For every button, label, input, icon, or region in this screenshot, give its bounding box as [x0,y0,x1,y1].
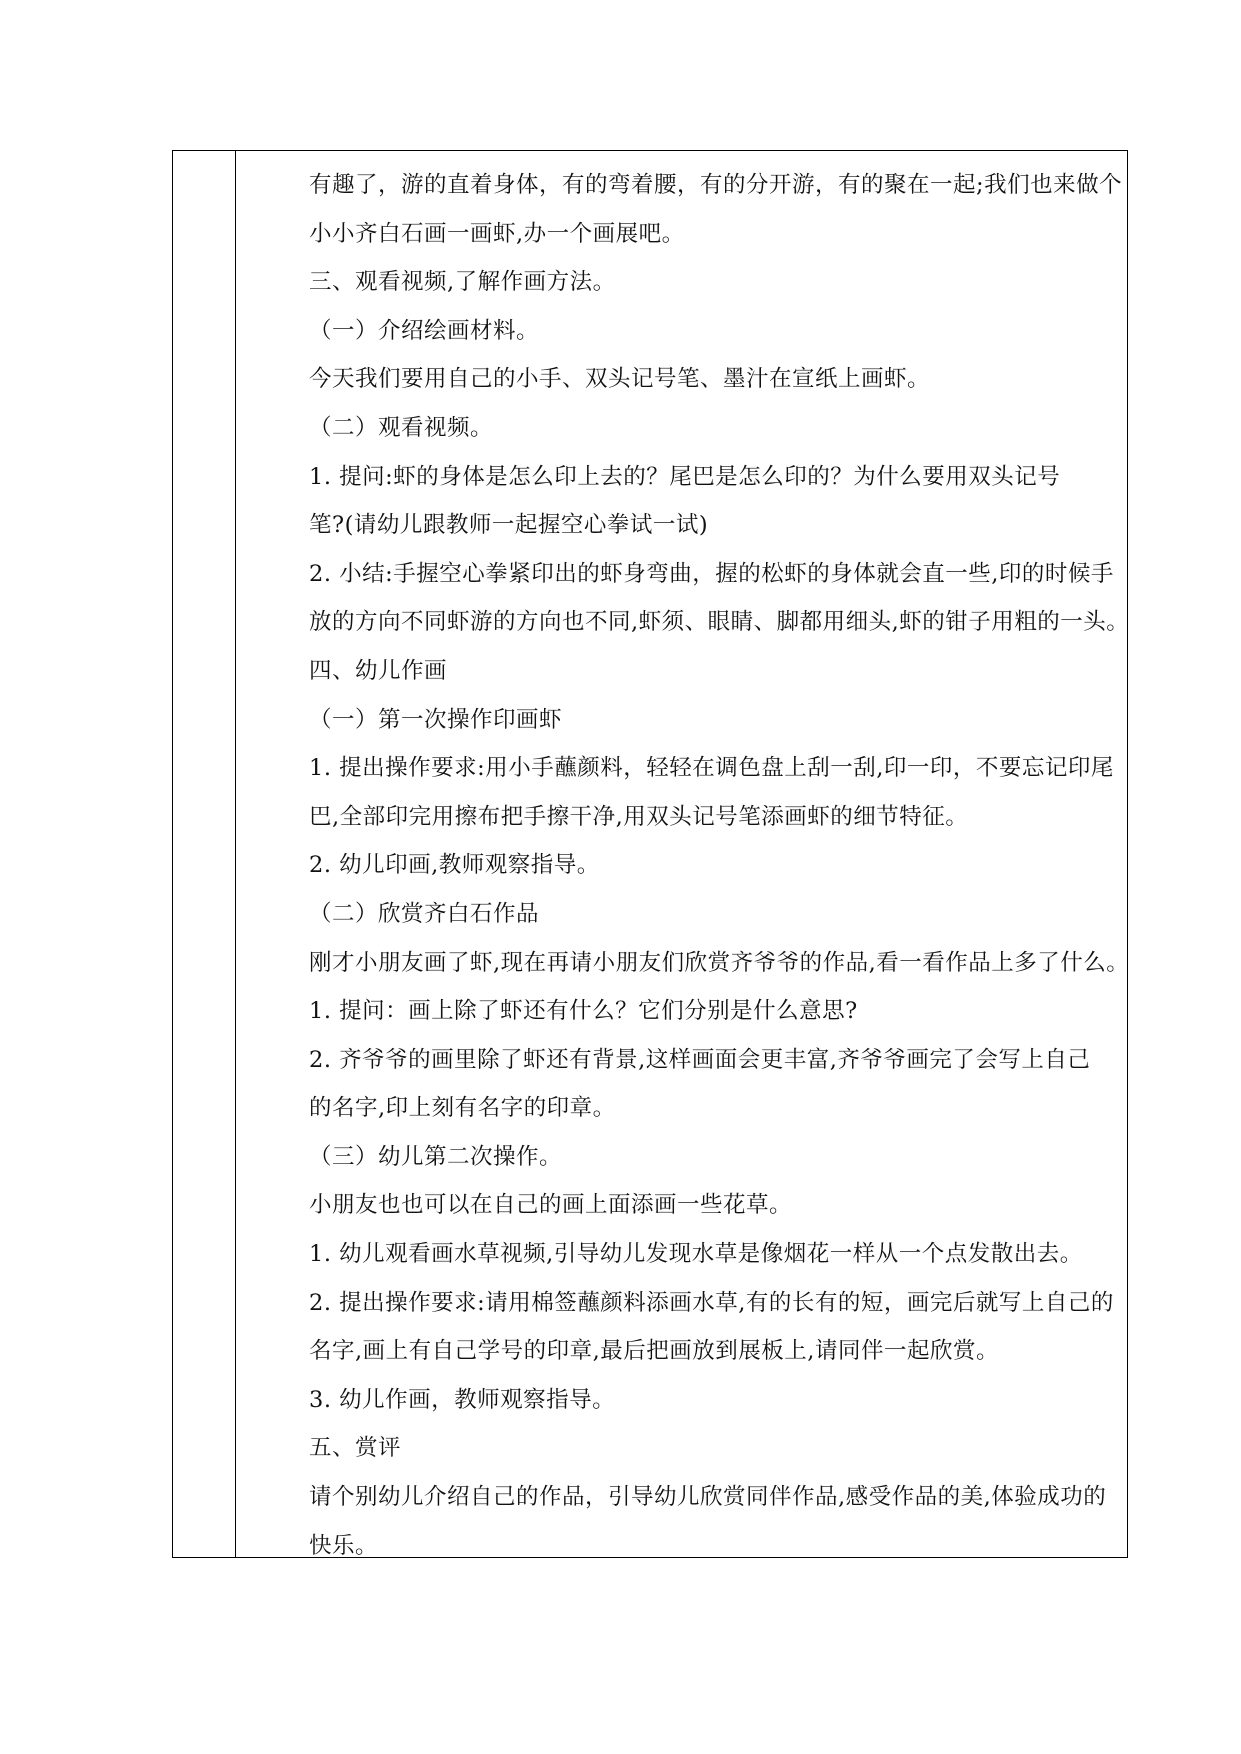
text-line: 的名字,印上刻有名字的印章。 [309,1095,616,1122]
subsection-heading: （二）观看视频。 [309,414,494,441]
section-heading: 四、幼儿作画 [309,657,448,684]
document-table [172,150,1128,1558]
text-line: 2. 小结:手握空心拳紧印出的虾身弯曲，握的松虾的身体就会直一些,印的时候手 [309,560,1114,587]
text-line: 1. 提出操作要求:用小手蘸颜料，轻轻在调色盘上刮一刮,印一印，不要忘记印尾 [309,755,1114,782]
text-line: 请个别幼儿介绍自己的作品，引导幼儿欣赏同伴作品,感受作品的美,体验成功的 [309,1484,1107,1511]
text-line: 1. 幼儿观看画水草视频,引导幼儿发现水草是像烟花一样从一个点发散出去。 [309,1241,1083,1268]
subsection-heading: （一）介绍绘画材料。 [309,317,540,344]
text-line: 今天我们要用自己的小手、双头记号笔、墨汁在宣纸上画虾。 [309,366,931,393]
subsection-heading: （一）第一次操作印画虾 [309,706,563,733]
section-heading: 三、观看视频,了解作画方法。 [309,269,616,296]
section-heading: 五、赏评 [309,1435,402,1462]
text-line: 2. 提出操作要求:请用棉签蘸颜料添画水草,有的长有的短，画完后就写上自己的 [309,1289,1114,1316]
text-line: 名字,画上有自己学号的印章,最后把画放到展板上,请同伴一起欣赏。 [309,1338,999,1365]
table-left-cell [173,151,236,1557]
lesson-text [309,161,1130,1570]
text-line: 笔?(请幼儿跟教师一起握空心拳试一试) [309,512,709,539]
subsection-heading: （三）幼儿第二次操作。 [309,1143,563,1170]
text-line: 3. 幼儿作画，教师观察指导。 [309,1386,616,1413]
text-line: 快乐。 [309,1532,379,1559]
table-content-cell [236,151,1130,1559]
text-line: 刚才小朋友画了虾,现在再请小朋友们欣赏齐爷爷的作品,看一看作品上多了什么。 [309,949,1130,976]
subsection-heading: （二）欣赏齐白石作品 [309,900,540,927]
text-line: 1. 提问:虾的身体是怎么印上去的？尾巴是怎么印的？为什么要用双头记号 [309,463,1061,490]
text-line: 巴,全部印完用擦布把手擦干净,用双头记号笔添画虾的细节特征。 [309,803,969,830]
text-line: 2. 齐爷爷的画里除了虾还有背景,这样画面会更丰富,齐爷爷画完了会写上自己 [309,1046,1091,1073]
text-line: 小朋友也也可以在自己的画上面添画一些花草。 [309,1192,793,1219]
text-line: 放的方向不同虾游的方向也不同,虾须、眼睛、脚都用细头,虾的钳子用粗的一头。 [309,609,1130,636]
text-line: 2. 幼儿印画,教师观察指导。 [309,852,600,879]
text-line: 1. 提问：画上除了虾还有什么？它们分别是什么意思? [309,998,858,1025]
text-line: 小小齐白石画一画虾,办一个画展吧。 [309,220,685,247]
text-line: 有趣了，游的直着身体，有的弯着腰，有的分开游，有的聚在一起;我们也来做个 [309,172,1123,198]
